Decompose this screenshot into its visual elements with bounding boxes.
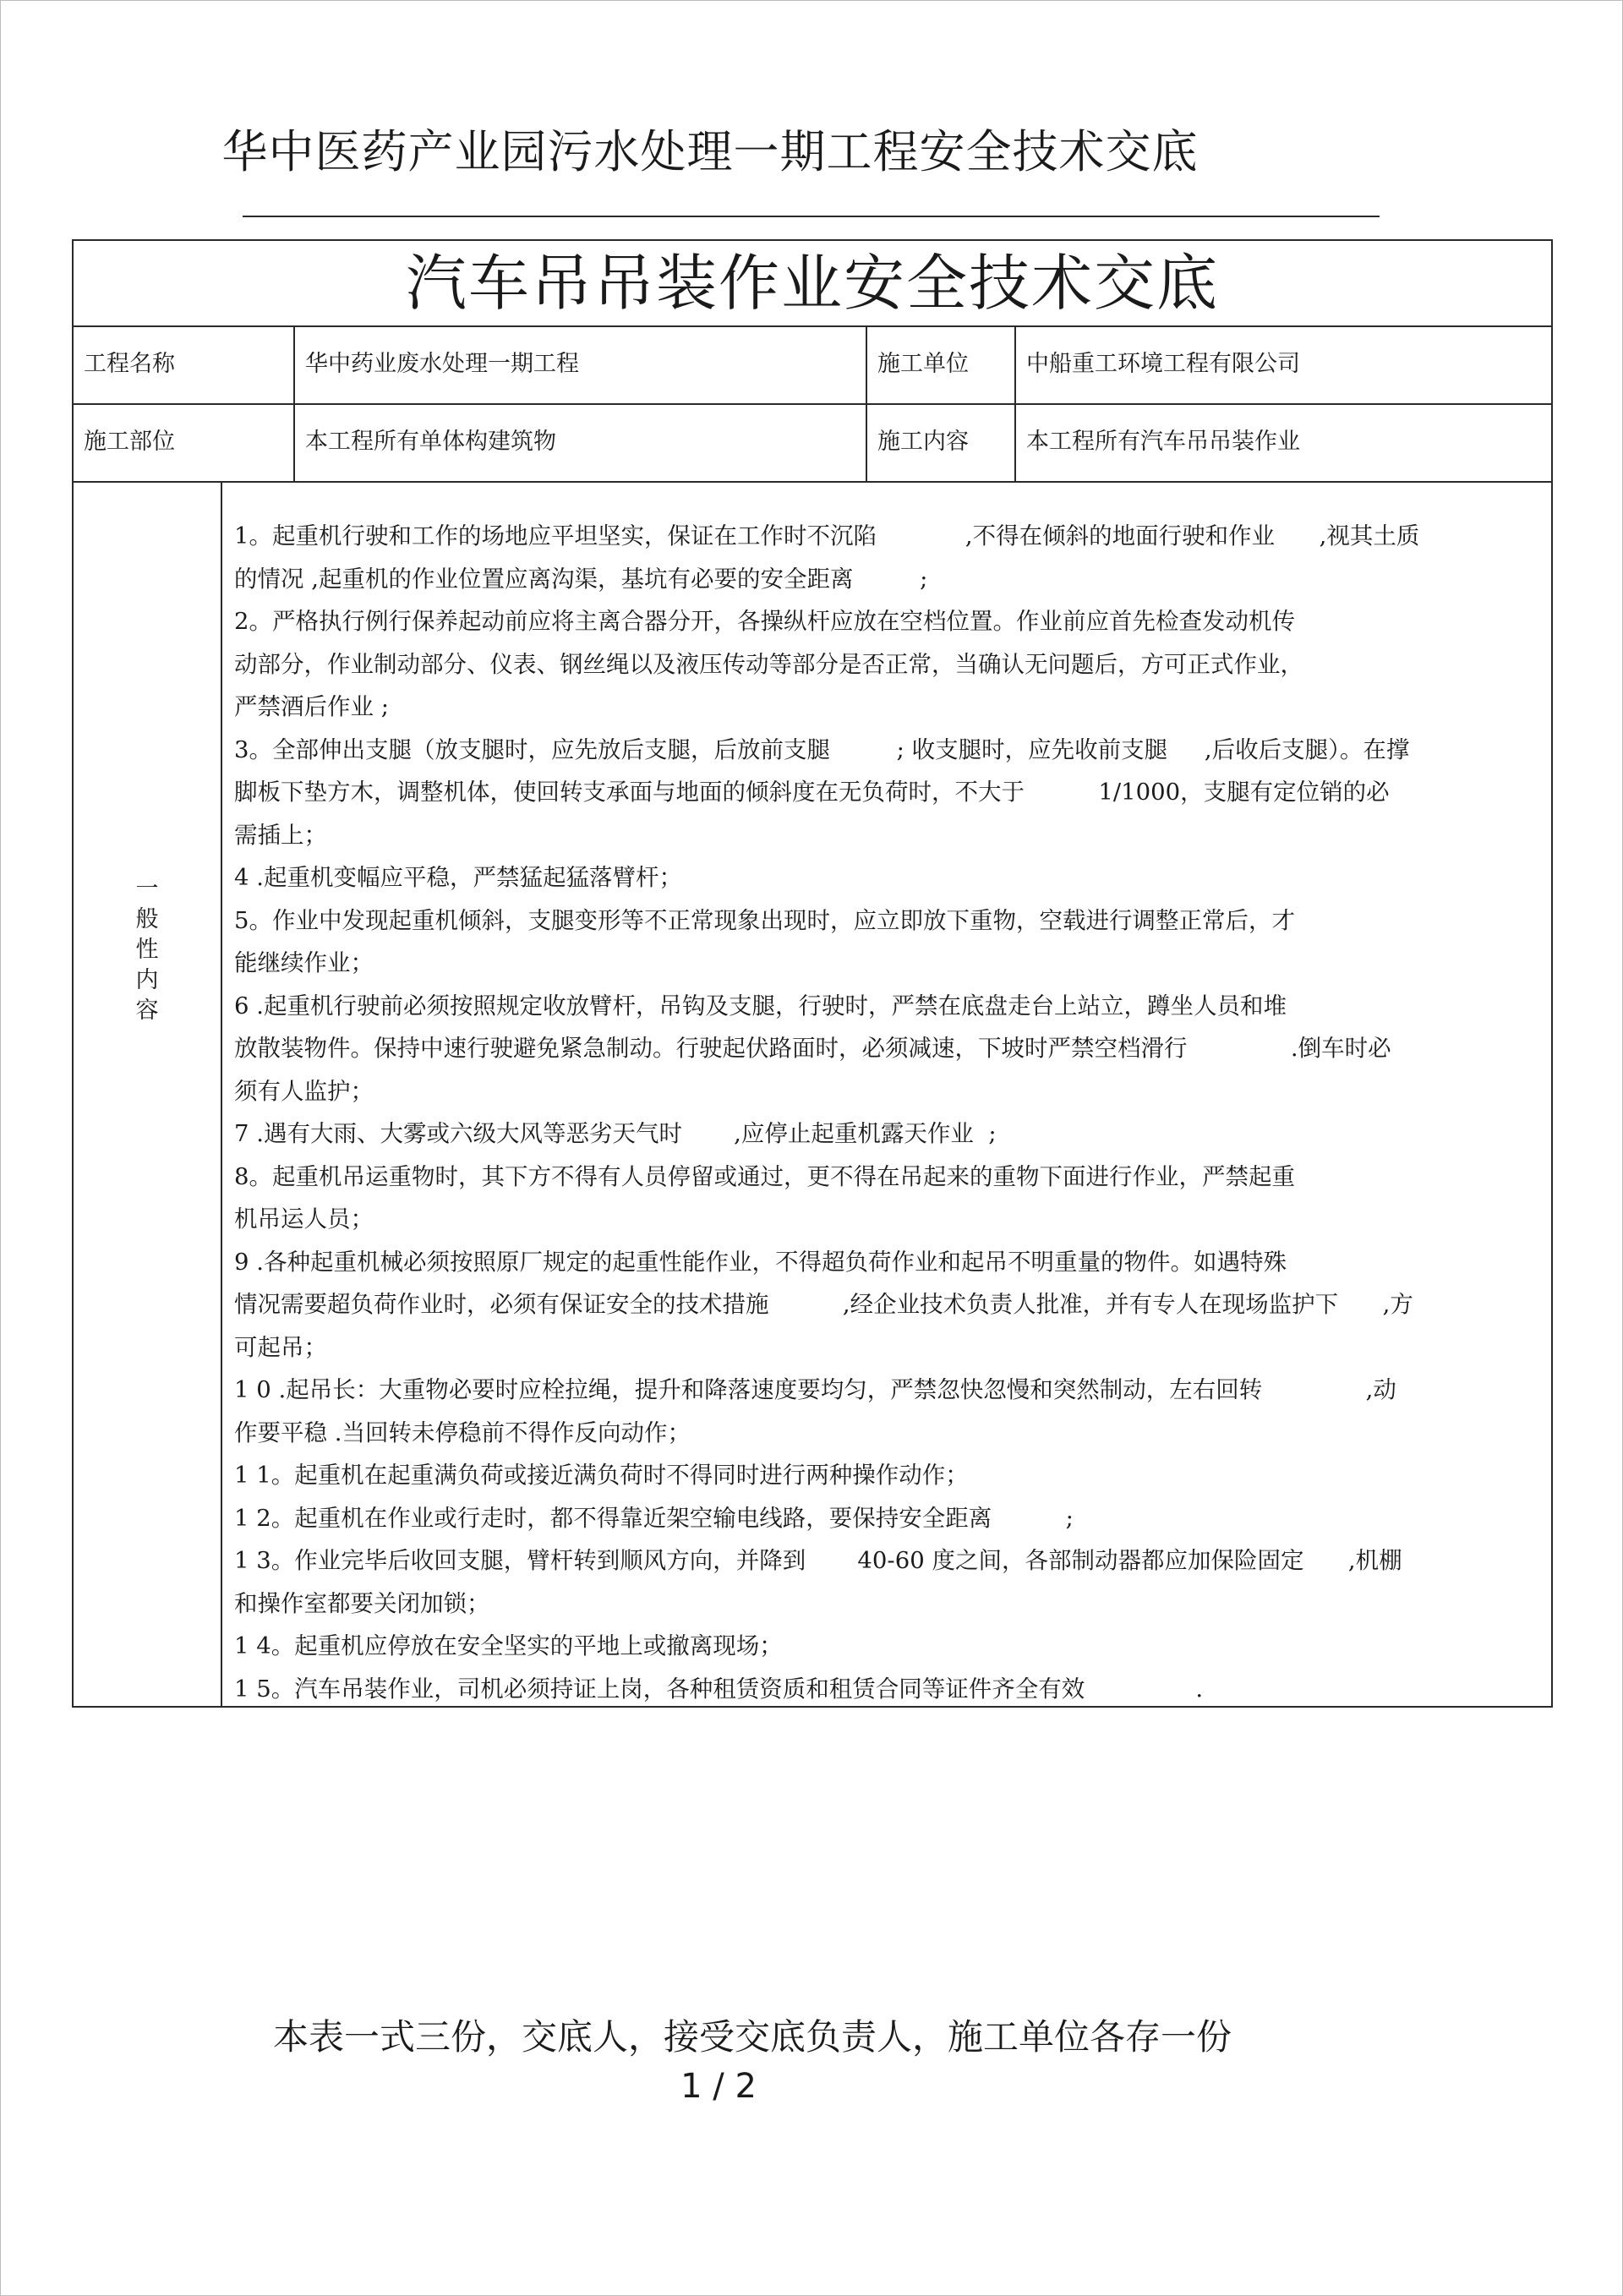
work-location-label: 施工部位 [74,403,295,481]
info-row-project [74,325,1551,405]
project-name-value: 华中药业废水处理一期工程 [295,325,867,403]
rule-line: 1 5。汽车吊装作业，司机必须持证上岗，各种租赁资质和租赁合同等证件齐全有效 . [234,1675,1204,1703]
rule-line: 6 .起重机行驶前必须按照规定收放臂杆，吊钩及支腿，行驶时，严禁在底盘走台上站立，蹲坐人员和堆 [234,992,1287,1020]
content-section [74,481,1551,1706]
rule-line: 4 .起重机变幅应平稳，严禁猛起猛落臂杆； [234,864,682,891]
disclosure-table [72,239,1553,1708]
rule-line: 动部分，作业制动部分、仪表、钢丝绳以及液压传动等部分是否正常，当确认无问题后，方可正式作业， [234,650,1303,678]
footer-note: 本表一式三份，交底人，接受交底负责人，施工单位各存一份 [272,2016,1232,2058]
rule-line: 2。严格执行例行保养起动前应将主离合器分开，各操纵杆应放在空档位置。作业前应首先检查发动机传 [234,608,1295,635]
contractor-label: 施工单位 [867,325,1016,403]
rule-line: 1 2。起重机在作业或行走时，都不得靠近架空输电线路，要保持安全距离 ; [234,1504,1074,1532]
section-label-cell [74,481,222,1706]
rule-line: 8。起重机吊运重物时，其下方不得有人员停留或通过，更不得在吊起来的重物下面进行作业，严禁起重 [234,1162,1295,1190]
document-title: 汽车吊吊装作业安全技术交底 [405,248,1219,319]
header-divider [243,216,1380,217]
rule-line: 9 .各种起重机械必须按照原厂规定的起重性能作业，不得超负荷作业和起吊不明重量的物件。如遇特殊 [234,1248,1287,1276]
rule-line: 1。起重机行驶和工作的场地应平坦坚实，保证在工作时不沉陷 ,不得在倾斜的地面行驶和作业 ,视其土质 [234,522,1420,549]
rule-line: 机吊运人员； [234,1205,374,1233]
rule-line: 1 3。作业完毕后收回支腿，臂杆转到顺风方向，并降到 40-60 度之间，各部制动器都应加保险固定 ,机棚 [234,1547,1402,1574]
rule-line: 1 0 .起吊长：大重物必要时应栓拉绳，提升和降落速度要均匀，严禁忽快忽慢和突然制动，左右回转 ,动 [234,1376,1396,1403]
contractor-value: 中船重工环境工程有限公司 [1026,351,1300,377]
project-name-label: 工程名称 [74,325,295,403]
rule-line: 5。作业中发现起重机倾斜，支腿变形等不正常现象出现时，应立即放下重物，空载进行调整正常后，才 [234,906,1295,934]
rule-line: 1 4。起重机应停放在安全坚实的平地上或撤离现场； [234,1632,783,1659]
page-header-title: 华中医药产业园污水处理一期工程安全技术交底 [221,125,1199,178]
rule-line: 情况需要超负荷作业时，必须有保证安全的技术措施 ,经企业技术负责人批准，并有专人在现场监护下 ,方 [234,1291,1413,1318]
section-label: 一般性内容 [135,876,159,1024]
rule-line: 和操作室都要关闭加锁； [234,1589,490,1617]
work-content-value: 本工程所有汽车吊吊装作业 [1026,429,1300,455]
rule-line: 严禁酒后作业 ; [234,693,390,720]
rule-line: 能继续作业； [234,949,374,976]
rule-line: 须有人监护； [234,1077,374,1105]
safety-rules-text [234,515,1540,1710]
work-content-label: 施工内容 [867,403,1016,481]
work-location-value: 本工程所有单体构建筑物 [295,403,867,481]
rule-line: 可起吊； [234,1333,327,1361]
rule-line: 作要平稳 .当回转未停稳前不得作反向动作； [234,1419,691,1446]
rule-line: 7 .遇有大雨、大雾或六级大风等恶劣天气时 ,应停止起重机露天作业 ; [234,1120,997,1147]
rule-line: 3。全部伸出支腿（放支腿时，应先放后支腿，后放前支腿 ; 收支腿时，应先收前支腿 ,后收后支腿）。在撑 [234,735,1410,763]
table-title-row [74,241,1551,327]
page-number: 1 / 2 [680,2067,757,2106]
info-row-scope [74,403,1551,483]
rule-line: 的情况 ,起重机的作业位置应离沟渠，基坑有必要的安全距离 ; [234,565,928,593]
rule-line: 需插上； [234,821,327,849]
rule-line: 脚板下垫方木，调整机体，使回转支承面与地面的倾斜度在无负荷时，不大于 1/1000，支腿有定位销的必 [234,779,1390,806]
rule-line: 放散装物件。保持中速行驶避免紧急制动。行驶起伏路面时，必须减速，下坡时严禁空档滑行 .倒车时必 [234,1035,1391,1062]
rule-line: 1 1。起重机在起重满负荷或接近满负荷时不得同时进行两种操作动作； [234,1462,969,1489]
